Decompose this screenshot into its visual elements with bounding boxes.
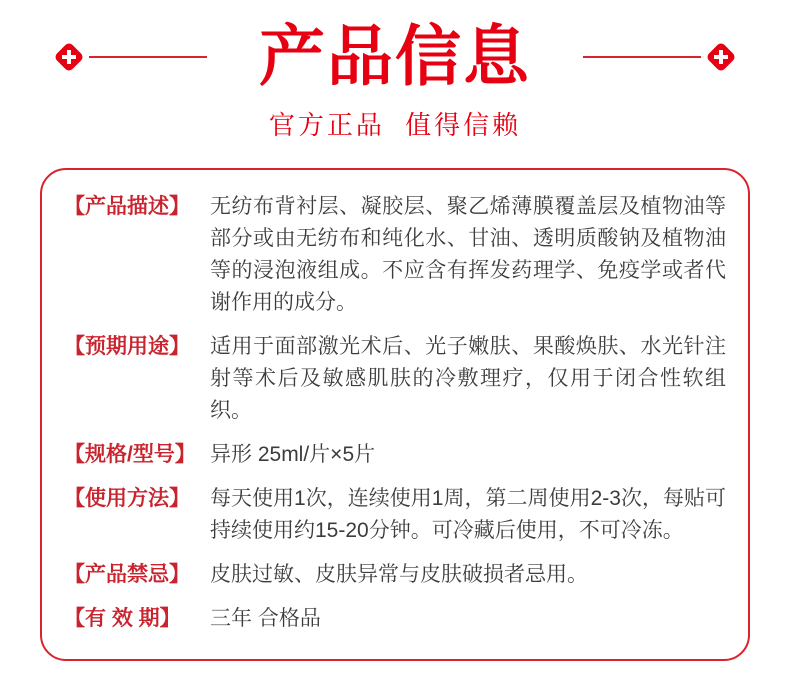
page-subtitle: 官方正品 值得信赖 (268, 110, 522, 141)
info-label: 【规格/型号】 (64, 443, 196, 467)
info-row-usage-method (64, 483, 726, 547)
medical-cross-icon (705, 41, 736, 72)
product-info-box (40, 168, 750, 661)
divider-line (583, 56, 701, 58)
info-label: 【有 效 期】 (64, 607, 181, 631)
divider-line (89, 56, 207, 58)
info-label: 【预期用途】 (64, 335, 190, 359)
page-header (0, 0, 790, 142)
info-row-intended-use (64, 331, 726, 427)
medical-cross-icon (53, 41, 84, 72)
info-content: 无纺布背衬层、凝胶层、聚乙烯薄膜覆盖层及植物油等部分或由无纺布和纯化水、甘油、透明质酸钠及植物油等的浸泡液组成。不应含有挥发药理学、免疫学或者代谢作用的成分。 (210, 195, 726, 315)
info-row-shelf-life (64, 603, 726, 635)
info-label: 【产品描述】 (64, 195, 190, 219)
info-content: 皮肤过敏、皮肤异常与皮肤破损者忌用。 (210, 563, 588, 587)
plus-glyph (710, 46, 732, 68)
info-row-description (64, 191, 726, 319)
info-content: 适用于面部激光术后、光子嫩肤、果酸焕肤、水光针注射等术后及敏感肌肤的冷敷理疗，仅用于闭合性软组织。 (210, 335, 726, 423)
page-title: 产品信息 (259, 19, 531, 93)
info-label: 【产品禁忌】 (64, 563, 190, 587)
info-content: 三年 合格品 (210, 607, 321, 631)
info-content: 异形 25ml/片×5片 (210, 443, 376, 467)
plus-glyph (58, 46, 80, 68)
title-row (0, 19, 790, 93)
info-row-contraindications (64, 559, 726, 591)
info-row-spec-model (64, 439, 726, 471)
info-content: 每天使用1次，连续使用1周，第二周使用2-3次，每贴可持续使用约15-20分钟。可冷藏后使用，不可冷冻。 (210, 487, 726, 543)
ornament-right (583, 46, 732, 68)
ornament-left (58, 46, 207, 68)
info-label: 【使用方法】 (64, 487, 190, 511)
